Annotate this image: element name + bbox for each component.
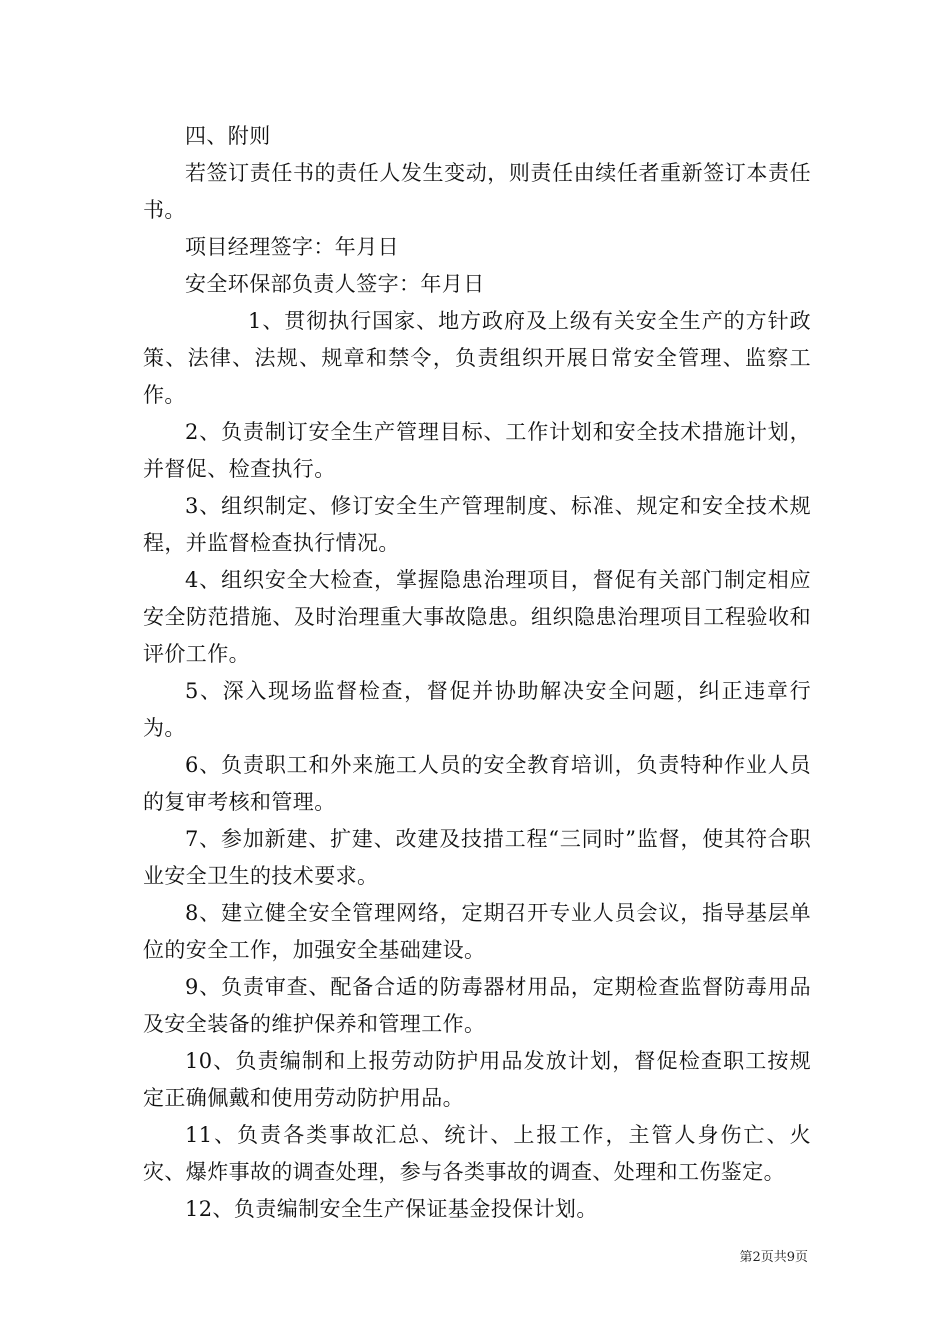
duty-item-12: 12、负责编制安全生产保证基金投保计划。 <box>185 1197 598 1221</box>
duty-item-10: 10、负责编制和上报劳动防护用品发放计划，督促检查职工按规定正确佩戴和使用劳动防护用品。 <box>143 1049 811 1110</box>
document-body <box>143 118 811 1228</box>
duty-item-7: 7、参加新建、扩建、改建及技措工程“三同时”监督，使其符合职业安全卫生的技术要求。 <box>143 827 811 888</box>
page-number: 第2页共9页 <box>739 1250 808 1265</box>
signature-line-safety-department: 安全环保部负责人签字：年月日 <box>185 272 485 296</box>
duty-item-4: 4、组织安全大检查，掌握隐患治理项目，督促有关部门制定相应安全防范措施、及时治理重大事故隐患。组织隐患治理项目工程验收和评价工作。 <box>143 568 811 666</box>
duty-item-5: 5、深入现场监督检查，督促并协助解决安全问题，纠正违章行为。 <box>143 679 811 740</box>
section-heading-appendix: 四、附则 <box>185 124 271 148</box>
duty-item-11: 11、负责各类事故汇总、统计、上报工作，主管人身伤亡、火灾、爆炸事故的调查处理，参与各类事故的调查、处理和工伤鉴定。 <box>143 1123 811 1184</box>
duty-item-1: 1、贯彻执行国家、地方政府及上级有关安全生产的方针政策、法律、法规、规章和禁令，负责组织开展日常安全管理、监察工作。 <box>143 309 811 407</box>
duty-item-2: 2、负责制订安全生产管理目标、工作计划和安全技术措施计划，并督促、检查执行。 <box>143 420 811 481</box>
duty-item-6: 6、负责职工和外来施工人员的安全教育培训，负责特种作业人员的复审考核和管理。 <box>143 753 811 814</box>
signature-line-project-manager: 项目经理签字：年月日 <box>185 235 399 259</box>
duty-item-8: 8、建立健全安全管理网络，定期召开专业人员会议，指导基层单位的安全工作，加强安全基础建设。 <box>143 901 811 962</box>
duty-item-3: 3、组织制定、修订安全生产管理制度、标准、规定和安全技术规程，并监督检查执行情况。 <box>143 494 811 555</box>
page-footer <box>0 1246 808 1265</box>
duty-item-9: 9、负责审查、配备合适的防毒器材用品，定期检查监督防毒用品及安全装备的维护保养和管理工作。 <box>143 975 811 1036</box>
paragraph-responsibility-change: 若签订责任书的责任人发生变动，则责任由续任者重新签订本责任书。 <box>143 161 811 222</box>
